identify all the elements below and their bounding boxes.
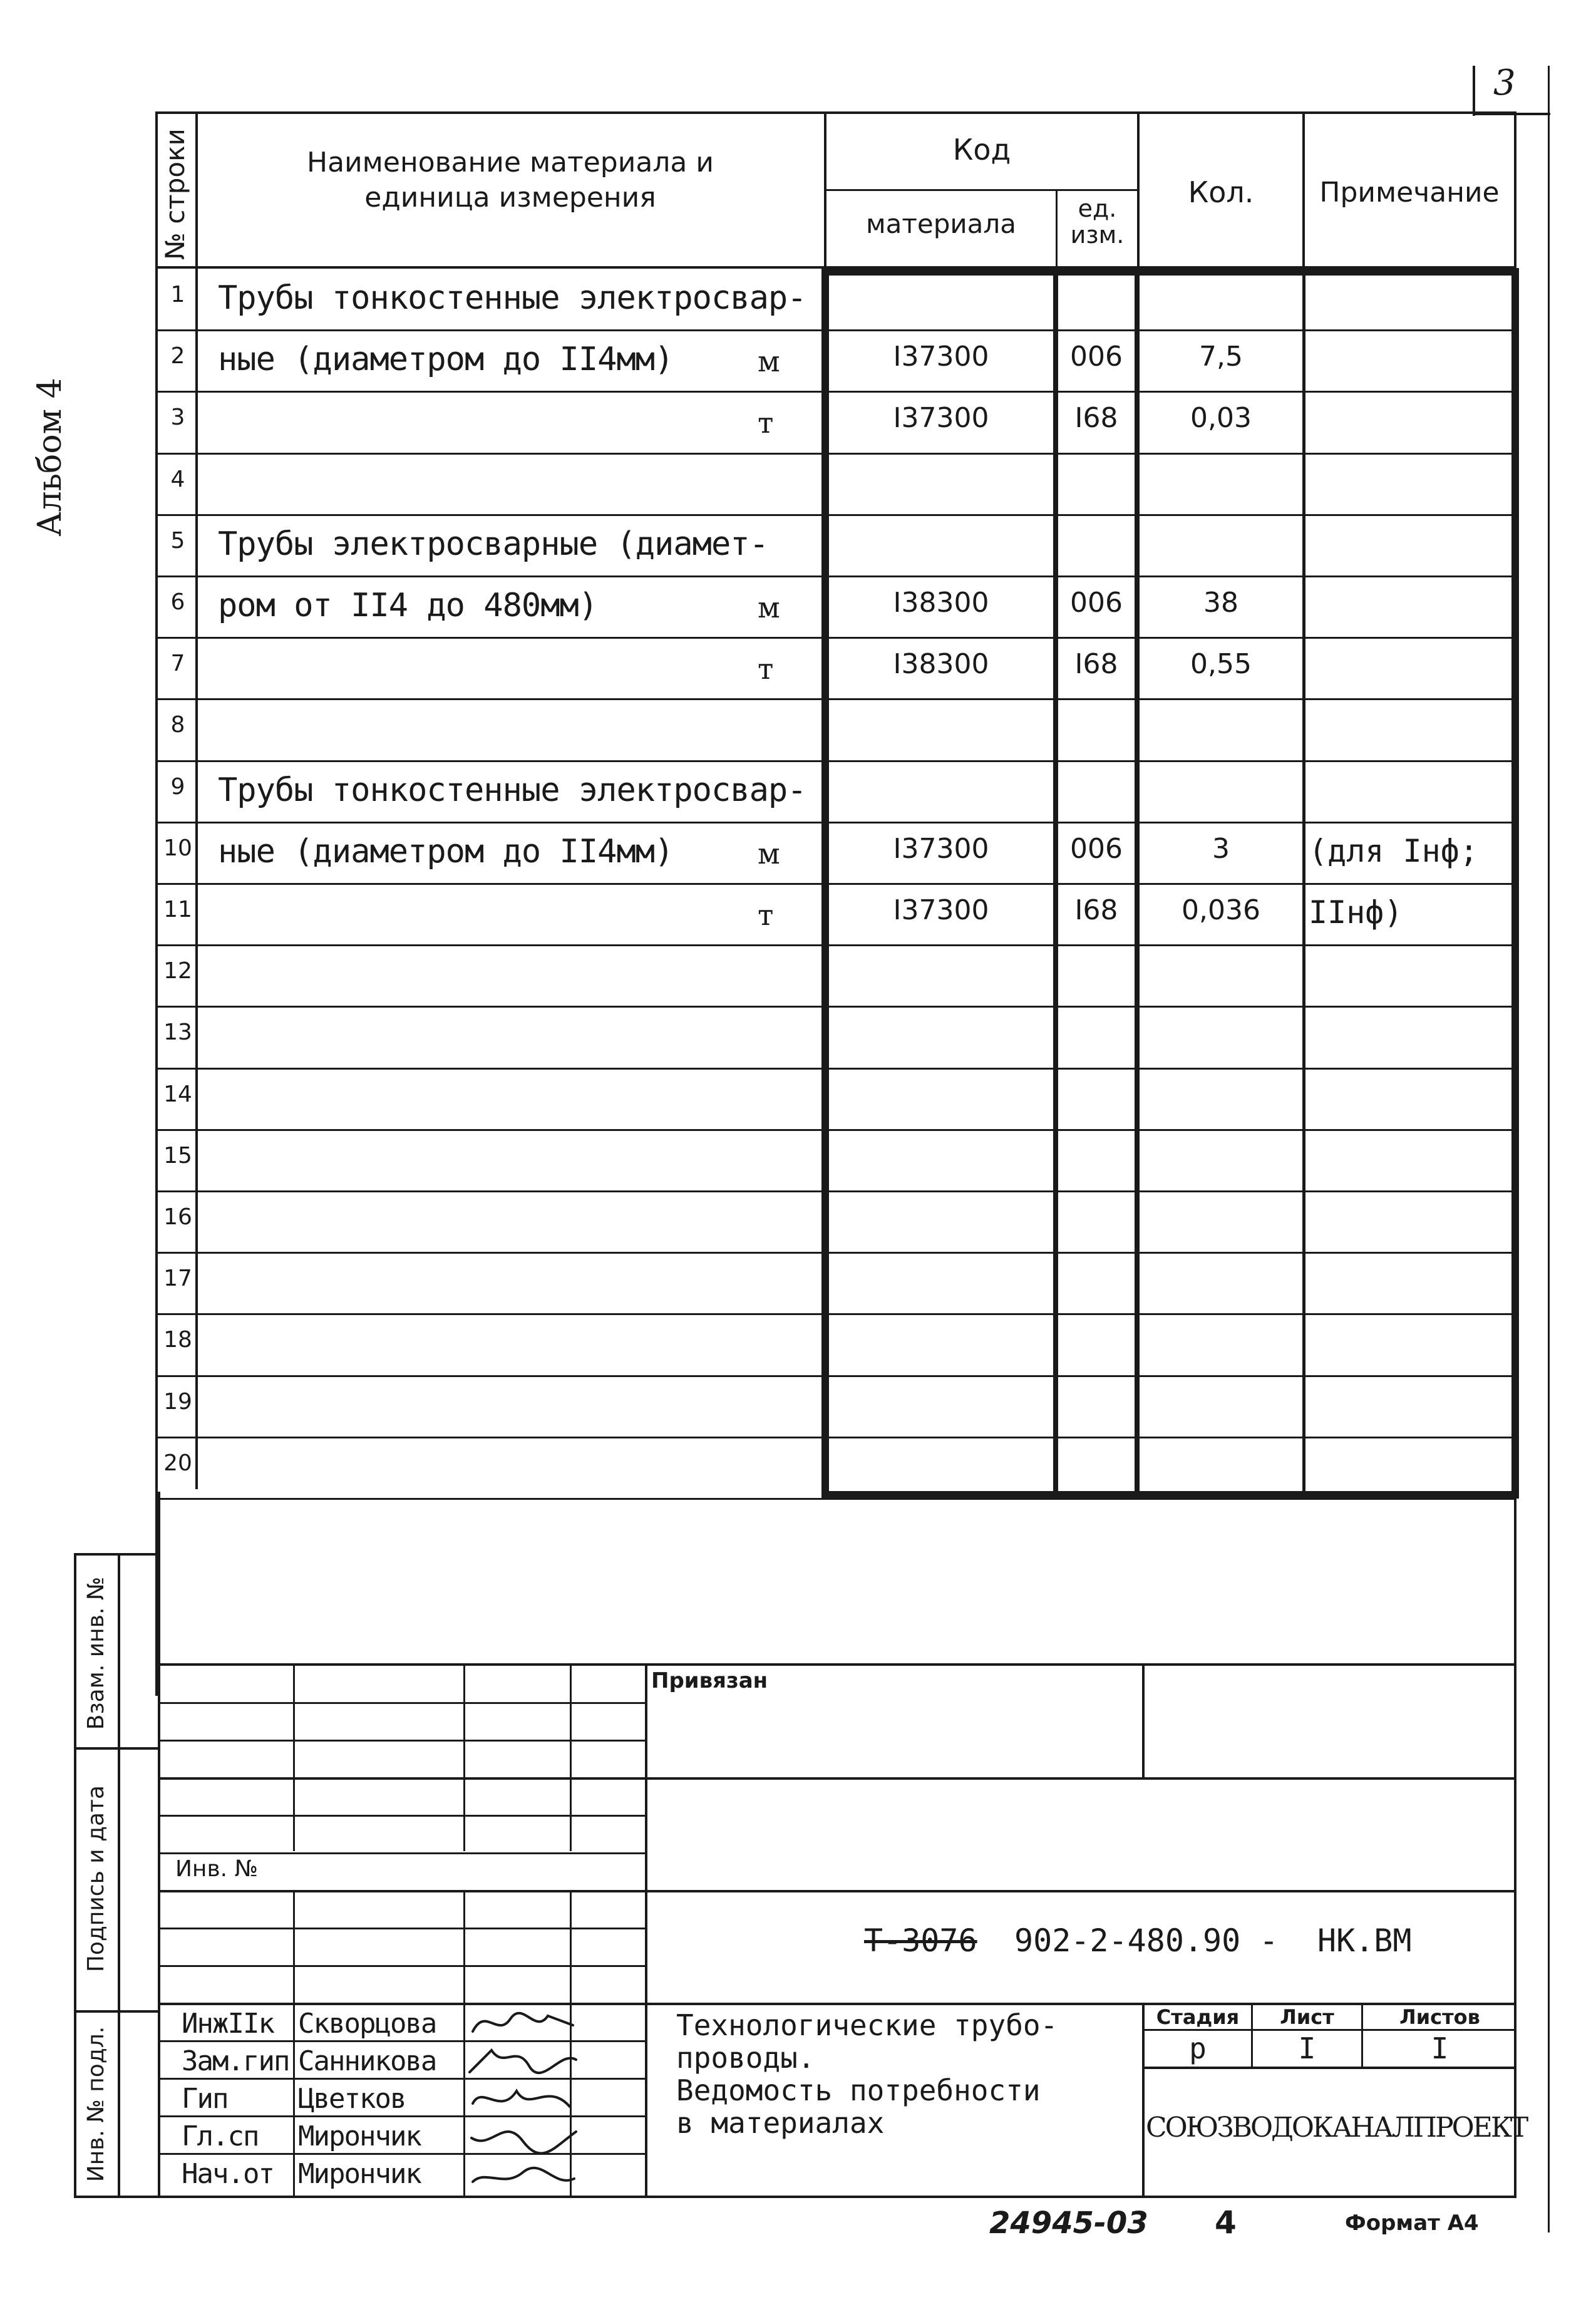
material-code: I37300 bbox=[893, 402, 989, 434]
row-number: 7 bbox=[170, 651, 185, 676]
material-code: I38300 bbox=[893, 587, 989, 619]
row-number: 2 bbox=[170, 343, 185, 369]
unit: т bbox=[758, 898, 774, 932]
unit-code: I68 bbox=[1074, 894, 1118, 926]
material-name: Трубы тонкостенные электросвар- bbox=[218, 772, 806, 809]
note: IIнф) bbox=[1309, 894, 1403, 931]
row-number: 14 bbox=[163, 1081, 192, 1107]
unit: т bbox=[758, 406, 774, 440]
doc-code-struck: Т-3076 bbox=[864, 1923, 977, 1959]
note: (для Iнф; bbox=[1309, 833, 1478, 869]
signer-role: Гип bbox=[182, 2083, 228, 2115]
row-number: 9 bbox=[170, 774, 185, 800]
quantity: 0,036 bbox=[1182, 894, 1260, 926]
row-number: 13 bbox=[163, 1019, 192, 1045]
row-number: 18 bbox=[163, 1327, 192, 1353]
material-code: I37300 bbox=[893, 894, 989, 926]
unit-code: I68 bbox=[1074, 402, 1118, 434]
row-number: 4 bbox=[170, 467, 185, 492]
header-qty: Кол. bbox=[1188, 175, 1254, 209]
unit-code: 006 bbox=[1070, 587, 1123, 619]
material-name: ные (диаметром до II4мм) bbox=[218, 341, 674, 378]
document-title bbox=[676, 2009, 1058, 2139]
sheets-value: I bbox=[1431, 2031, 1449, 2065]
sheet-value: I bbox=[1298, 2031, 1316, 2065]
material-name: ром от II4 до 480мм) bbox=[218, 587, 598, 624]
copy-number: 4 bbox=[1215, 2204, 1237, 2241]
row-number: 3 bbox=[170, 405, 185, 430]
signer-role: Гл.сп bbox=[182, 2120, 259, 2152]
material-code: I38300 bbox=[893, 648, 989, 680]
sheets-label: Листов bbox=[1399, 2005, 1480, 2029]
row-number: 8 bbox=[170, 712, 185, 738]
signer-role: Нач.от bbox=[182, 2158, 274, 2190]
stage-label: Стадия bbox=[1156, 2005, 1240, 2029]
signer-role: ИнжIIк bbox=[182, 2008, 274, 2040]
row-number: 5 bbox=[170, 528, 185, 554]
material-name: Трубы тонкостенные электросвар- bbox=[218, 279, 806, 317]
header-unit-code bbox=[1058, 195, 1137, 248]
header-name-line1: Наименование материала и bbox=[307, 147, 714, 178]
header-row-no: № строки bbox=[160, 128, 190, 260]
strip-vzam-inv: Взам. инв. № bbox=[83, 1576, 109, 1730]
title-line3: Ведомость потребности bbox=[676, 2073, 1041, 2107]
unit-code: 006 bbox=[1070, 833, 1123, 865]
row-number: 20 bbox=[163, 1450, 192, 1476]
signer-role: Зам.гип bbox=[182, 2045, 289, 2077]
quantity: 38 bbox=[1203, 587, 1238, 619]
header-material-code: материала bbox=[865, 209, 1016, 239]
strip-inv-podl: Инв. № подл. bbox=[83, 2026, 109, 2182]
title-line4: в материалах bbox=[676, 2106, 885, 2140]
header-code: Код bbox=[952, 133, 1011, 167]
quantity: 3 bbox=[1212, 833, 1230, 865]
row-number: 6 bbox=[170, 589, 185, 615]
stage-value: р bbox=[1189, 2031, 1207, 2065]
signer-name: Цветков bbox=[298, 2083, 406, 2115]
signer-name: Скворцова bbox=[298, 2008, 436, 2040]
strip-podpis-data: Подпись и дата bbox=[83, 1785, 109, 1973]
privyazan-label: Привязан bbox=[651, 1668, 768, 1693]
material-code: I37300 bbox=[893, 833, 989, 865]
album-label: Альбом 4 bbox=[31, 378, 69, 537]
unit: т bbox=[758, 652, 774, 686]
material-name: Трубы электросварные (диамет- bbox=[218, 525, 768, 563]
signer-name: Санникова bbox=[298, 2045, 436, 2077]
unit: м bbox=[758, 344, 780, 378]
header-unit-code-l2: изм. bbox=[1070, 221, 1125, 249]
title-line1: Технологические трубо- bbox=[676, 2008, 1058, 2042]
material-name: ные (диаметром до II4мм) bbox=[218, 833, 674, 870]
signer-name: Мирончик bbox=[298, 2158, 421, 2190]
unit: м bbox=[758, 591, 780, 624]
row-number: 12 bbox=[163, 958, 192, 984]
signer-name: Мирончик bbox=[298, 2120, 421, 2152]
sheet-label: Лист bbox=[1280, 2005, 1334, 2029]
unit: м bbox=[758, 837, 780, 870]
row-number: 10 bbox=[163, 835, 192, 861]
row-number: 17 bbox=[163, 1266, 192, 1291]
organization: СОЮЗВОДОКАНАЛПРОЕКТ bbox=[1146, 2112, 1527, 2144]
row-number: 11 bbox=[163, 897, 192, 922]
signature-icon bbox=[466, 2150, 579, 2194]
header-note: Примечание bbox=[1319, 177, 1500, 209]
unit-code: 006 bbox=[1070, 341, 1123, 373]
header-name-line2: единица измерения bbox=[364, 182, 656, 214]
page-number: 3 bbox=[1493, 63, 1516, 103]
unit-code: I68 bbox=[1074, 648, 1118, 680]
row-number: 19 bbox=[163, 1389, 192, 1415]
doc-suffix: НК.ВМ bbox=[1317, 1923, 1412, 1959]
doc-code: 902-2-480.90 - bbox=[1014, 1923, 1279, 1959]
quantity: 7,5 bbox=[1199, 341, 1243, 373]
quantity: 0,55 bbox=[1190, 648, 1252, 680]
row-number: 15 bbox=[163, 1143, 192, 1169]
inv-no-label: Инв. № bbox=[175, 1856, 259, 1882]
title-line2: проводы. bbox=[676, 2041, 815, 2075]
quantity: 0,03 bbox=[1190, 402, 1252, 434]
material-code: I37300 bbox=[893, 341, 989, 373]
header-name bbox=[200, 145, 820, 215]
header-unit-code-l1: ед. bbox=[1078, 195, 1117, 222]
row-number: 1 bbox=[170, 282, 185, 307]
archive-number: 24945-03 bbox=[989, 2206, 1148, 2241]
row-number: 16 bbox=[163, 1204, 192, 1230]
format-label: Формат А4 bbox=[1345, 2211, 1479, 2236]
